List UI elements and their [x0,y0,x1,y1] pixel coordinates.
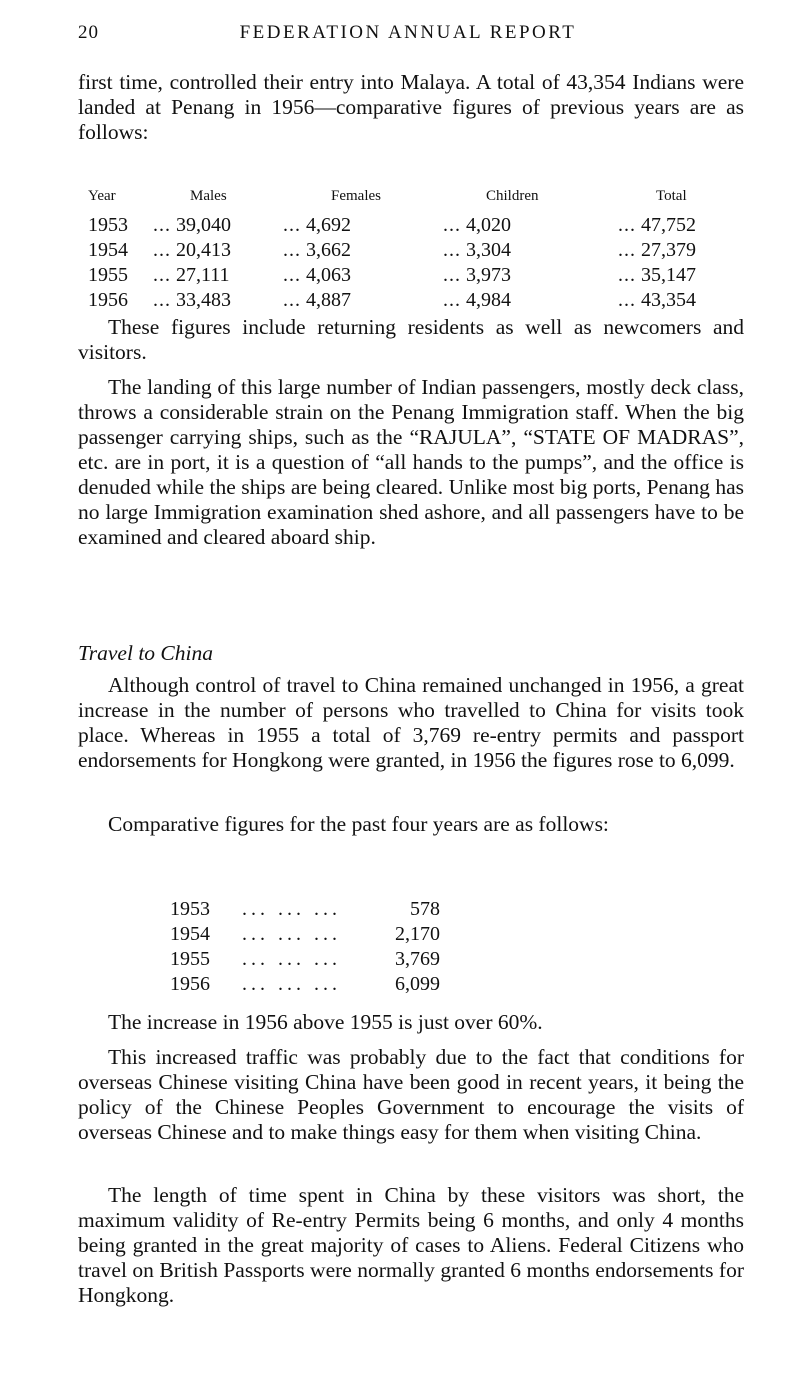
paragraph-length-of-time: The length of time spent in China by these visitors was short, the maximum validity of Re-entry Permits being 6 months, and only 4 months being granted in the great majority of cases to Aliens. Federal Citizens who travel on British Passports were normally granted 6 months endorsements for Hongkong. [78,1183,744,1307]
cell-children: ... 3,973 [443,264,511,286]
cell-value: 2,170 [395,923,440,945]
cell-females: ... 4,063 [283,264,351,286]
column-header-children: Children [486,188,539,204]
running-title: FEDERATION ANNUAL REPORT [239,22,577,43]
paragraph-comparative-intro: Comparative figures for the past four years are as follows: [108,812,609,836]
indian-arrivals-table [88,188,738,314]
dot-leader: ... ... ... [242,898,341,920]
cell-year: 1954 [170,923,210,945]
cell-females: ... 4,887 [283,289,351,311]
cell-year: 1956 [170,973,210,995]
table-row [88,264,738,289]
paragraph-penang-landing: The landing of this large number of Indian passengers, mostly deck class, throws a considerable strain on the Penang Immigration staff. When the big passenger carrying ships, such as the “RAJULA”, “STATE OF MADRAS”, etc. are in port, it is a question of “all hands to the pumps”, and the office is denuded while the ships are being cleared. Unlike most big ports, Penang has no large Immigration examination shed ashore, and all passengers have to be examined and cleared aboard ship. [78,375,744,549]
cell-females: ... 3,662 [283,239,351,261]
table-row [170,923,470,948]
table-row [170,973,470,998]
cell-total: ... 43,354 [618,289,696,311]
cell-value: 3,769 [395,948,440,970]
dot-leader: ... ... ... [242,923,341,945]
table-header-row [88,188,738,214]
column-header-males: Males [190,188,227,204]
dot-leader: ... ... ... [242,948,341,970]
table-row [170,948,470,973]
column-header-year: Year [88,188,116,204]
table-row [88,239,738,264]
column-header-total: Total [656,188,687,204]
table-row [170,898,470,923]
page-header [78,22,738,46]
cell-children: ... 4,020 [443,214,511,236]
china-permits-table [170,898,470,998]
cell-males: ... 33,483 [153,289,231,311]
cell-females: ... 4,692 [283,214,351,236]
cell-year: 1954 [88,239,128,261]
cell-total: ... 47,752 [618,214,696,236]
dot-leader: ... ... ... [242,973,341,995]
page-number: 20 [78,22,99,43]
cell-males: ... 27,111 [153,264,230,286]
cell-value: 578 [410,898,440,920]
paragraph-china-travel: Although control of travel to China remained unchanged in 1956, a great increase in the number of persons who travelled to China for visits took place. Whereas in 1955 a total of 3,769 re-entry permits and passport endorsements for Hongkong were granted, in 1956 the figures rose to 6,099. [78,673,744,772]
cell-value: 6,099 [395,973,440,995]
paragraph-returning-residents: These figures include returning residents as well as newcomers and visitors. [78,315,744,364]
table-row [88,214,738,239]
cell-year: 1955 [170,948,210,970]
cell-males: ... 20,413 [153,239,231,261]
cell-year: 1956 [88,289,128,311]
cell-children: ... 3,304 [443,239,511,261]
paragraph-increased-traffic: This increased traffic was probably due to the fact that conditions for overseas Chinese visiting China have been good in recent years, it being the policy of the Chinese Peoples Government to encourage the visits of overseas Chinese and to make things easy for them when visiting China. [78,1045,744,1144]
paragraph-indian-arrivals: first time, controlled their entry into Malaya. A total of 43,354 Indians were landed at Penang in 1956—comparative figures of previous years are as follows: [78,70,744,144]
column-header-females: Females [331,188,381,204]
section-heading-travel-to-china: Travel to China [78,641,213,665]
cell-total: ... 27,379 [618,239,696,261]
paragraph-increase: The increase in 1956 above 1955 is just over 60%. [108,1010,543,1034]
cell-children: ... 4,984 [443,289,511,311]
cell-total: ... 35,147 [618,264,696,286]
cell-males: ... 39,040 [153,214,231,236]
table-row [88,289,738,314]
cell-year: 1953 [170,898,210,920]
cell-year: 1953 [88,214,128,236]
cell-year: 1955 [88,264,128,286]
